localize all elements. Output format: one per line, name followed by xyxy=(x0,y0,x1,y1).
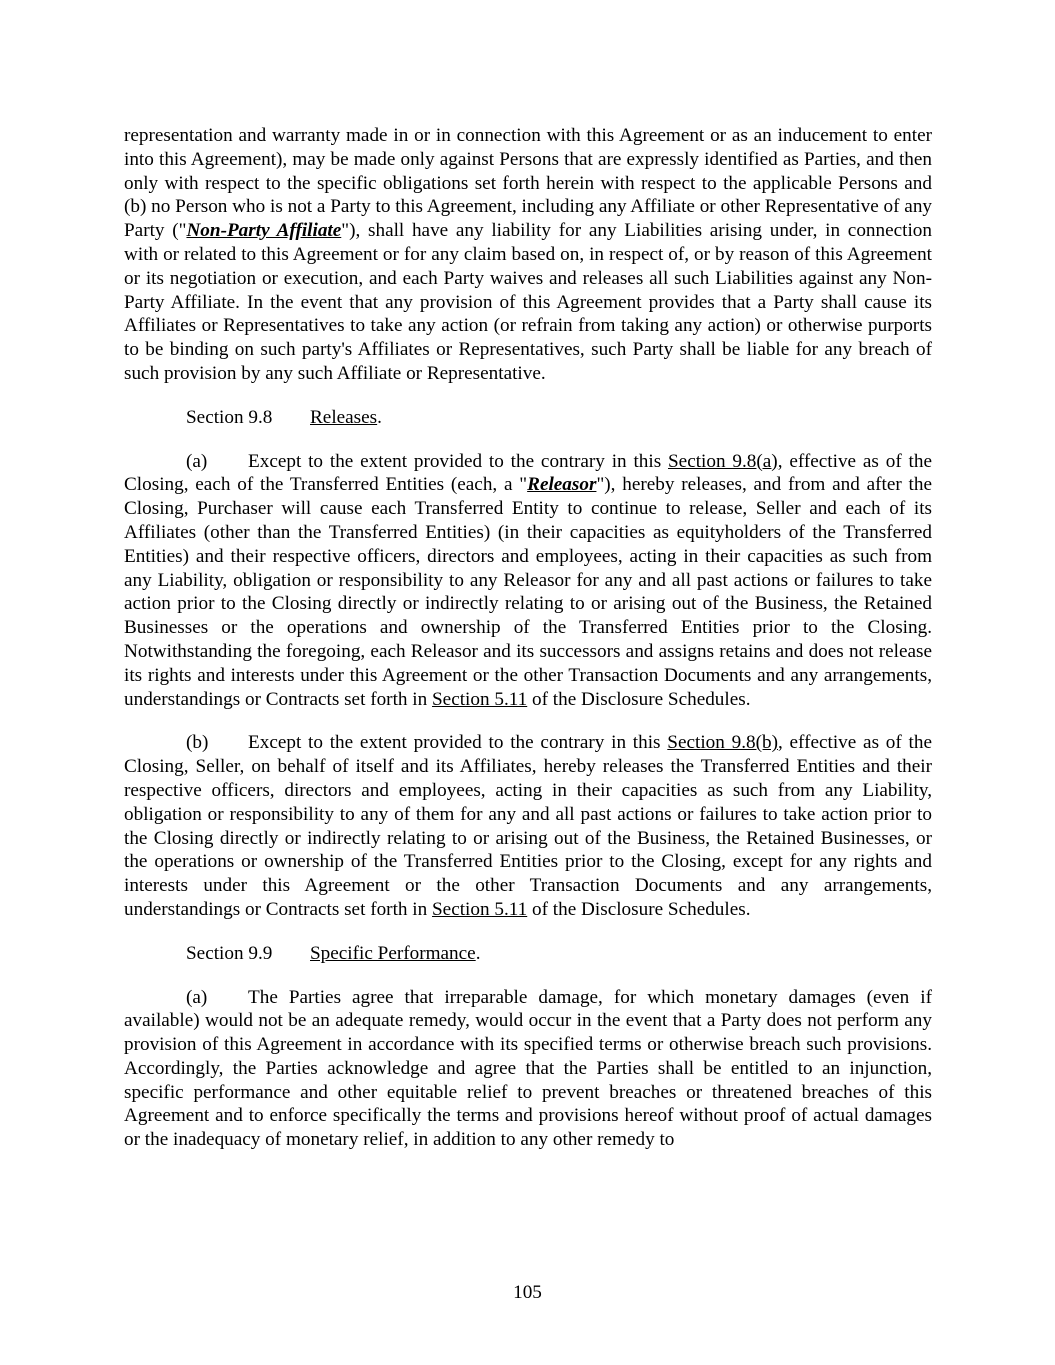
section-number: Section 9.9 xyxy=(186,942,273,964)
section-number: Section 9.8 xyxy=(186,406,273,428)
cross-reference-5-11: Section 5.11 xyxy=(432,898,528,920)
cross-reference-9-8-b: Section 9.8(b) xyxy=(667,732,778,754)
section-9-8-paragraph-b: (b) Except to the extent provided to the contrary in this Section 9.8(b), effective as of the Closing, Seller, on behalf of itself and its Affiliates, hereby releases the Transferred Entities and their respective officers, directors and employees, acting in their capacities as such from any Liability, obligation or responsibility to any of them for any and all past actions or failures to take action prior to the Closing directly or indirectly relating to or arising out of the Business, the Retained Businesses, or the operations or ownership of the Transferred Entities prior to the Closing, except for any rights and interests under this Agreement or the other Transaction Documents and any arrangements, understandings or Contracts set forth in Section 5.11 of the Disclosure Schedules. xyxy=(124,732,932,920)
defined-term-non-party-affiliate: Non-Party Affiliate xyxy=(186,220,342,242)
continuation-paragraph xyxy=(124,124,932,386)
section-heading-9-9: Section 9.9 Specific Performance. xyxy=(186,942,481,964)
page-number: 105 xyxy=(513,1282,542,1303)
section-title-specific-performance: Specific Performance xyxy=(310,942,476,964)
section-9-9-paragraph-a: (a) The Parties agree that irreparable damage, for which monetary damages (even if available) would not be an adequate remedy, would occur in the event that a Party does not perform any provision of this Agreement in accordance with its specified terms or otherwise breach such provisions. Accordingly, the Parties acknowledge and agree that the Parties shall be entitled to an injunction, specific performance and other equitable relief to prevent breaches or threatened breaches of this Agreement and to enforce specifically the terms and provisions hereof without proof of actual damages or the inadequacy of monetary relief, in addition to any other remedy to xyxy=(124,986,932,1151)
paragraph-text: representation and warranty made in or in connection with this Agreement or as an inducement to enter into this Agreement), may be made only against Persons that are expressly identified as Parties, and then only with respect to the specific obligations set forth herein with respect to the applicable Persons and (b) no Person who is not a Party to this Agreement, including any Affiliate or other Representative of any Party (" xyxy=(124,125,933,242)
cross-reference-5-11: Section 5.11 xyxy=(432,688,528,710)
section-9-8-paragraph-a: (a) Except to the extent provided to the contrary in this Section 9.8(a), effective as of the Closing, each of the Transferred Entities (each, a "Releasor"), hereby releases, and from and after the Closing, Purchaser will cause each Transferred Entity to continue to release, Seller and each of its Affiliates (other than the Transferred Entities) (in their capacities as equityholders of the Transferred Entities) and their respective officers, directors and employees, acting in their capacities as such from any Liability, obligation or responsibility to any Releasor for any and all past actions or failures to take action prior to the Closing directly or indirectly relating to or arising out of the Business, the Retained Businesses or the operations and ownership of the Transferred Entities prior to the Closing. Notwithstanding the foregoing, each Releasor and its successors and assigns retains and does not release its rights and interests under this Agreement or the other Transaction Documents and any arrangements, understandings or Contracts set forth in Section 5.11 of the Disclosure Schedules. xyxy=(124,450,932,710)
paragraph-label: (a) xyxy=(186,986,208,1008)
cross-reference-9-8-a: Section 9.8(a) xyxy=(668,450,778,472)
document-page xyxy=(124,124,932,1152)
section-title-releases: Releases xyxy=(310,406,378,428)
defined-term-releasor: Releasor xyxy=(527,474,597,496)
paragraph-text: "), shall have any liability for any Liabilities arising under, in connection with or related to this Agreement or for any claim based on, in respect of, or by reason of this Agreement or its negotiation or execution, and each Party waives and releases all such Liabilities against any Non-Party Affiliate. In the event that any provision of this Agreement provides that a Party shall cause its Affiliates or Representatives to take any action (or refrain from taking any action) or otherwise purports to be binding on such party's Affiliates or Representatives, such Party shall be liable for any breach of such provision by any such Affiliate or Representative. xyxy=(124,220,932,384)
paragraph-label: (b) xyxy=(186,732,209,754)
paragraph-label: (a) xyxy=(186,450,208,472)
section-heading-9-8: Section 9.8 Releases. xyxy=(186,406,382,428)
